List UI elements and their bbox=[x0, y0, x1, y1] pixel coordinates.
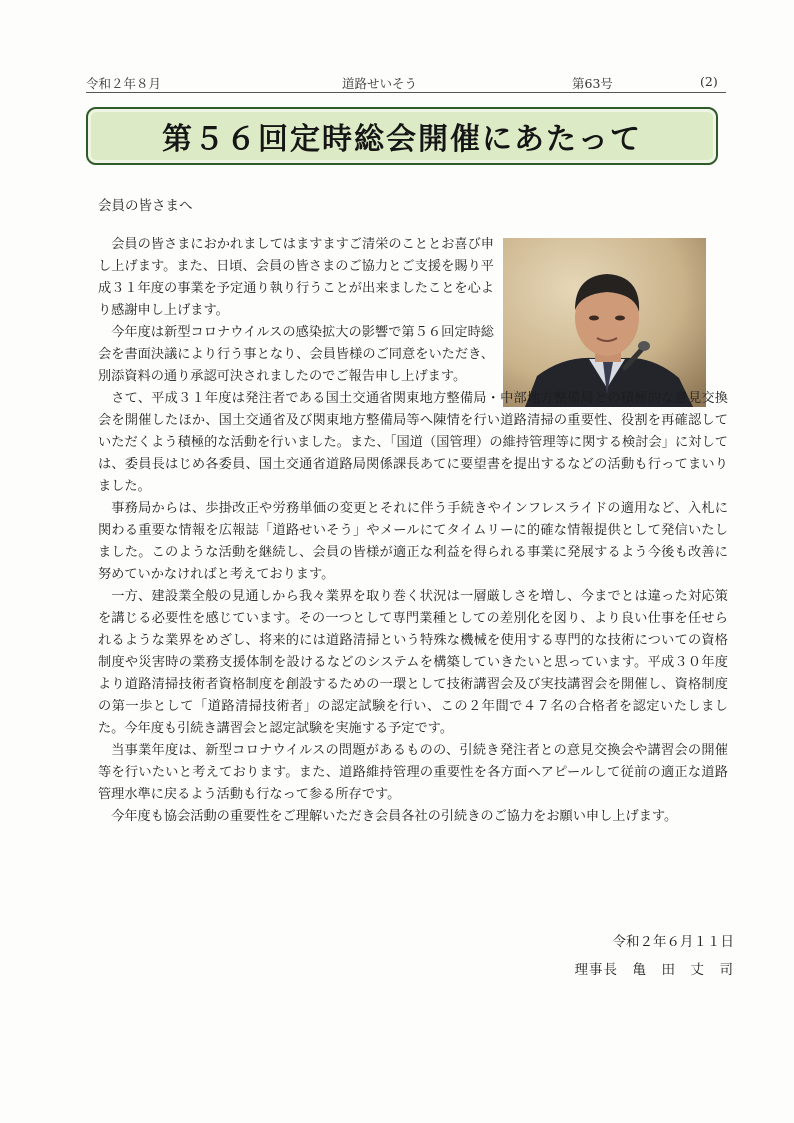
letter-paragraph: 事務局からは、歩掛改正や労務単価の変更とそれに伴う手続きやインフレスライドの適用など、入札に関わる重要な情報を広報誌「道路せいそう」やメールにてタイムリーに的確な情報提供として発信いたしました。このような活動を継続し、会員の皆様が適正な利益を得られる事業に発展するよう今後も改善に努めていかなければと考えております。 bbox=[98, 501, 728, 582]
letter-paragraph: 今年度も協会活動の重要性をご理解いただき会員各社の引続きのご協力をお願い申し上げます。 bbox=[111, 809, 678, 824]
header-newsletter-name: 道路せいそう bbox=[342, 76, 418, 91]
letter-body bbox=[98, 234, 728, 828]
letter-paragraph: 当事業年度は、新型コロナウイルスの問題があるものの、引続き発注者との意見交換会や講習会の開催等を行いたいと考えております。また、道路維持管理の重要性を各方面へアピールして従前の適正な道路管理水準に戻るよう活動も行なって参る所存です。 bbox=[98, 743, 728, 802]
page-header bbox=[86, 74, 726, 92]
letter-paragraph: 会員の皆さまにおかれましてはますますご清栄のこととお喜び申し上げます。また、日頃、会員の皆さまのご協力とご支援を賜り平成３１年度の事業を予定通り執り行うことが出来ましたことを心より感謝申し上げます。 bbox=[98, 237, 494, 318]
salutation: 会員の皆さまへ bbox=[98, 198, 193, 214]
letter-paragraph: 今年度は新型コロナウイルスの感染拡大の影響で第５６回定時総会を書面決議により行う事となり、会員皆様のご同意をいただき、別添資料の通り承認可決されましたのでご報告申し上げます。 bbox=[98, 325, 494, 384]
header-divider bbox=[86, 92, 726, 93]
signature-name: 理事長 亀 田 丈 司 bbox=[574, 962, 734, 978]
header-date: 令和２年８月 bbox=[86, 76, 162, 91]
page-title: 第５６回定時総会開催にあたって bbox=[162, 122, 642, 157]
header-issue-number: 第63号 bbox=[572, 76, 613, 91]
letter-paragraph: さて、平成３１年度は発注者である国土交通省関東地方整備局・中部地方整備局との積極的な意見交換会を開催したほか、国土交通省及び関東地方整備局等へ陳情を行い道路清掃の重要性、役割を再確認していただくよう積極的な活動を行いました。また、「国道（国管理）の維持管理等に関する検討会」に対しては、委員長はじめ各委員、国土交通省道路局関係課長あてに要望書を提出するなどの活動も行ってまいりました。 bbox=[98, 391, 728, 494]
signature-date: 令和２年６月１１日 bbox=[612, 934, 734, 950]
title-banner bbox=[86, 107, 718, 165]
header-page-number: (2) bbox=[700, 74, 718, 89]
letter-paragraph: 一方、建設業全般の見通しから我々業界を取り巻く状況は一層厳しさを増し、今までとは違った対応策を講じる必要性を感じています。その一つとして専門業種としての差別化を図り、より良い仕事を任せられるような業界をめざし、将来的には道路清掃という特殊な機械を使用する専門的な技術についての資格制度や災害時の業務支援体制を設けるなどのシステムを構築していきたいと思っています。平成３０年度より道路清掃技術者資格制度を創設するための一環として技術講習会及び実技講習会を開催し、資格制度の第一歩として「道路清掃技術者」の認定試験を行い、この２年間で４７名の合格者を認定いたしました。今年度も引続き講習会と認定試験を実施する予定です。 bbox=[98, 589, 728, 736]
